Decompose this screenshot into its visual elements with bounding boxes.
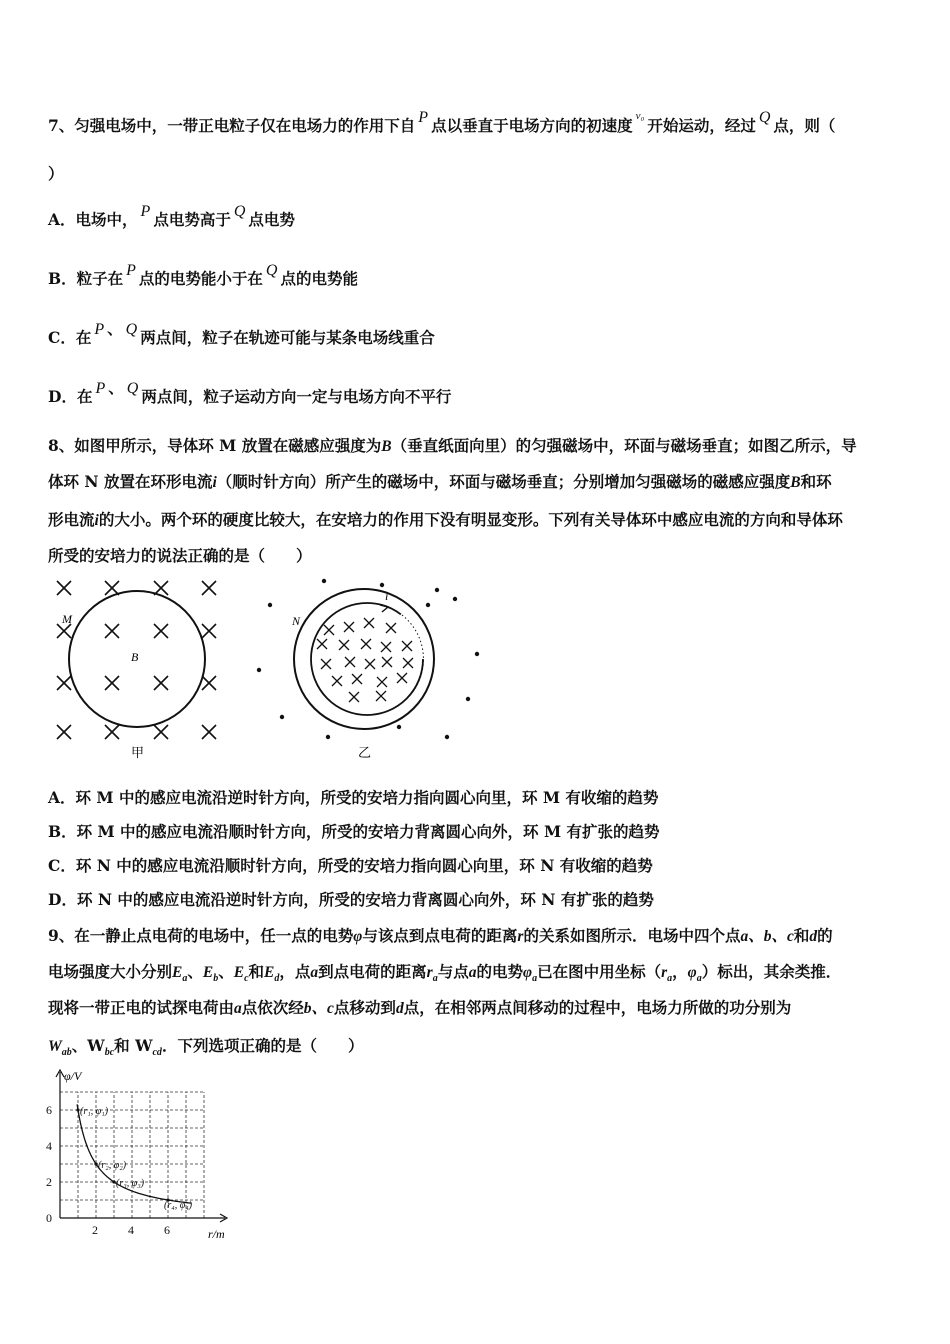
field-dot-icon (426, 603, 430, 607)
field-dot-icon (257, 668, 261, 672)
field-cross-icon (386, 623, 396, 633)
ring-n (294, 589, 434, 729)
field-dot-icon (322, 579, 326, 583)
figure-jia (44, 575, 244, 760)
x-axis-label: r/m (208, 1227, 225, 1241)
field-cross-icon (361, 639, 371, 649)
q8-line-3: 形电流i的大小。两个环的硬度比较大，在安培力的作用下没有明显变形。下列有关导体环中感应电流的方向和导体环 (48, 510, 843, 529)
field-cross-icon (349, 692, 359, 702)
field-cross-icon (321, 659, 331, 669)
caption-yi: 乙 (358, 745, 372, 760)
q7-option-c: C．在 P 、 Q 两点间，粒子在轨迹可能与某条电场线重合 (48, 319, 435, 347)
q8-option-b: B．环 M 中的感应电流沿顺时针方向，所受的安培力背离圆心向外，环 M 有扩张的趋势 (48, 822, 660, 841)
field-cross-icon (202, 581, 216, 595)
field-cross-icon (345, 657, 355, 667)
field-dot-icon (453, 597, 457, 601)
q9-line-1: 9、在一静止点电荷的电场中，任一点的电势φ与该点到点电荷的距离r的关系如图所示．电场中四个点a、b、c和d的 (48, 926, 833, 945)
field-cross-icon (403, 658, 413, 668)
field-dot-icon (268, 603, 272, 607)
label-i: i (385, 589, 389, 603)
figure-yi (252, 575, 492, 760)
field-dot-icon (326, 735, 330, 739)
field-cross-icon (339, 640, 349, 650)
field-cross-icon (154, 624, 168, 638)
field-cross-icon (57, 676, 71, 690)
field-cross-icon (317, 639, 327, 649)
field-cross-icon (377, 677, 387, 687)
q9-line-4: $W_{ab}$、$W_{bc}$和 $W_{cd}$．下列选项正确的是（ ） (48, 1036, 364, 1059)
field-cross-icon (352, 674, 362, 684)
y-tick-label: 4 (46, 1139, 52, 1153)
label-n: N (292, 614, 301, 628)
q8-line-4: 所受的安培力的说法正确的是（ ） (48, 546, 312, 565)
field-cross-icon (202, 725, 216, 739)
field-dot-icon (397, 725, 401, 729)
q8-line-1: 8、如图甲所示，导体环 M 放置在磁感应强度为B（垂直纸面向里）的匀强磁场中，环面与磁场垂直；如图乙所示，导 (48, 436, 857, 455)
phi-r-chart (40, 1064, 240, 1244)
field-cross-icon (105, 725, 119, 739)
label-m: M (62, 612, 72, 626)
field-cross-icon (324, 625, 334, 635)
field-dot-icon (380, 583, 384, 587)
field-cross-icon (202, 624, 216, 638)
q8-line-2: 体环 N 放置在环形电流i（顺时针方向）所产生的磁场中，环面与磁场垂直；分别增加匀强磁场的磁感应强度B和环 (48, 472, 832, 491)
field-cross-icon (105, 581, 119, 595)
field-cross-icon (402, 641, 412, 651)
x-tick-label: 6 (164, 1223, 170, 1237)
field-cross-icon (105, 624, 119, 638)
field-cross-icon (154, 725, 168, 739)
q7-stem: 7、匀强电场中，一带正电粒子仅在电场力的作用下自 P 点以垂直于电场方向的初速度 $^{v_0}$ 开始运动，经过 Q 点，则（ (48, 109, 836, 135)
y-axis-label: φ/V (64, 1069, 82, 1083)
field-dot-icon (466, 697, 470, 701)
field-cross-icon (57, 624, 71, 638)
q7-option-a: A．电场中， P 点电势高于 Q 点电势 (48, 203, 295, 229)
field-cross-icon (344, 622, 354, 632)
q8-option-d: D．环 N 中的感应电流沿逆时针方向，所受的安培力背离圆心向外，环 N 有扩张的趋势 (48, 890, 654, 909)
q8-option-a: A．环 M 中的感应电流沿逆时针方向，所受的安培力指向圆心向里，环 M 有收缩的趋势 (48, 788, 659, 807)
field-dot-icon (435, 588, 439, 592)
y-tick-label: 6 (46, 1103, 52, 1117)
x-tick-label: 4 (128, 1223, 134, 1237)
field-cross-icon (376, 691, 386, 701)
current-arrow-icon (380, 605, 388, 612)
point-label: (r₂, φ₂) (98, 1160, 127, 1171)
field-cross-icon (397, 673, 407, 683)
field-cross-icon (364, 618, 374, 628)
field-cross-icon (381, 642, 391, 652)
q9-line-2: 电场强度大小分别$E_a$、$E_b$、$E_c$和$E_d$，点a到点电荷的距离$r_a$与点a的电势$\varphi_a$已在图中用坐标（$r_a$，$\varphi_a$）标出，其余类推． (48, 962, 842, 985)
q9-line-3: 现将一带正电的试探电荷由a点依次经b、c点移动到d点，在相邻两点间移动的过程中，电场力所做的功分别为 (48, 998, 792, 1017)
point-label: (r₄, φ₄) (164, 1200, 193, 1211)
field-cross-icon (57, 581, 71, 595)
field-cross-icon (202, 676, 216, 690)
inner-field-crosses (317, 618, 413, 702)
y-tick-label: 2 (46, 1175, 52, 1189)
q8-option-c: C．环 N 中的感应电流沿顺时针方向，所受的安培力指向圆心向里，环 N 有收缩的趋势 (48, 856, 653, 875)
field-dot-icon (280, 715, 284, 719)
current-loop (311, 603, 423, 715)
field-dot-icon (475, 652, 479, 656)
x-tick-label: 2 (92, 1223, 98, 1237)
q7-option-d: D．在 P 、 Q 两点间，粒子运动方向一定与电场方向不平行 (48, 378, 452, 406)
point-label: (r₁, φ₁) (80, 1106, 109, 1117)
field-cross-icon (57, 725, 71, 739)
point-label: (r₃, φ₃) (116, 1178, 145, 1189)
field-cross-icon (365, 659, 375, 669)
q7-stem-close: ） (48, 164, 64, 183)
field-cross-icon (332, 676, 342, 686)
y-tick-label: 0 (46, 1211, 52, 1225)
field-cross-icon (382, 657, 392, 667)
field-cross-icon (105, 676, 119, 690)
field-cross-icon (154, 676, 168, 690)
field-dot-icon (445, 735, 449, 739)
label-b: B (131, 650, 139, 664)
caption-jia: 甲 (131, 745, 145, 760)
q7-option-b: B．粒子在 P 点的电势能小于在 Q 点的电势能 (48, 262, 358, 288)
